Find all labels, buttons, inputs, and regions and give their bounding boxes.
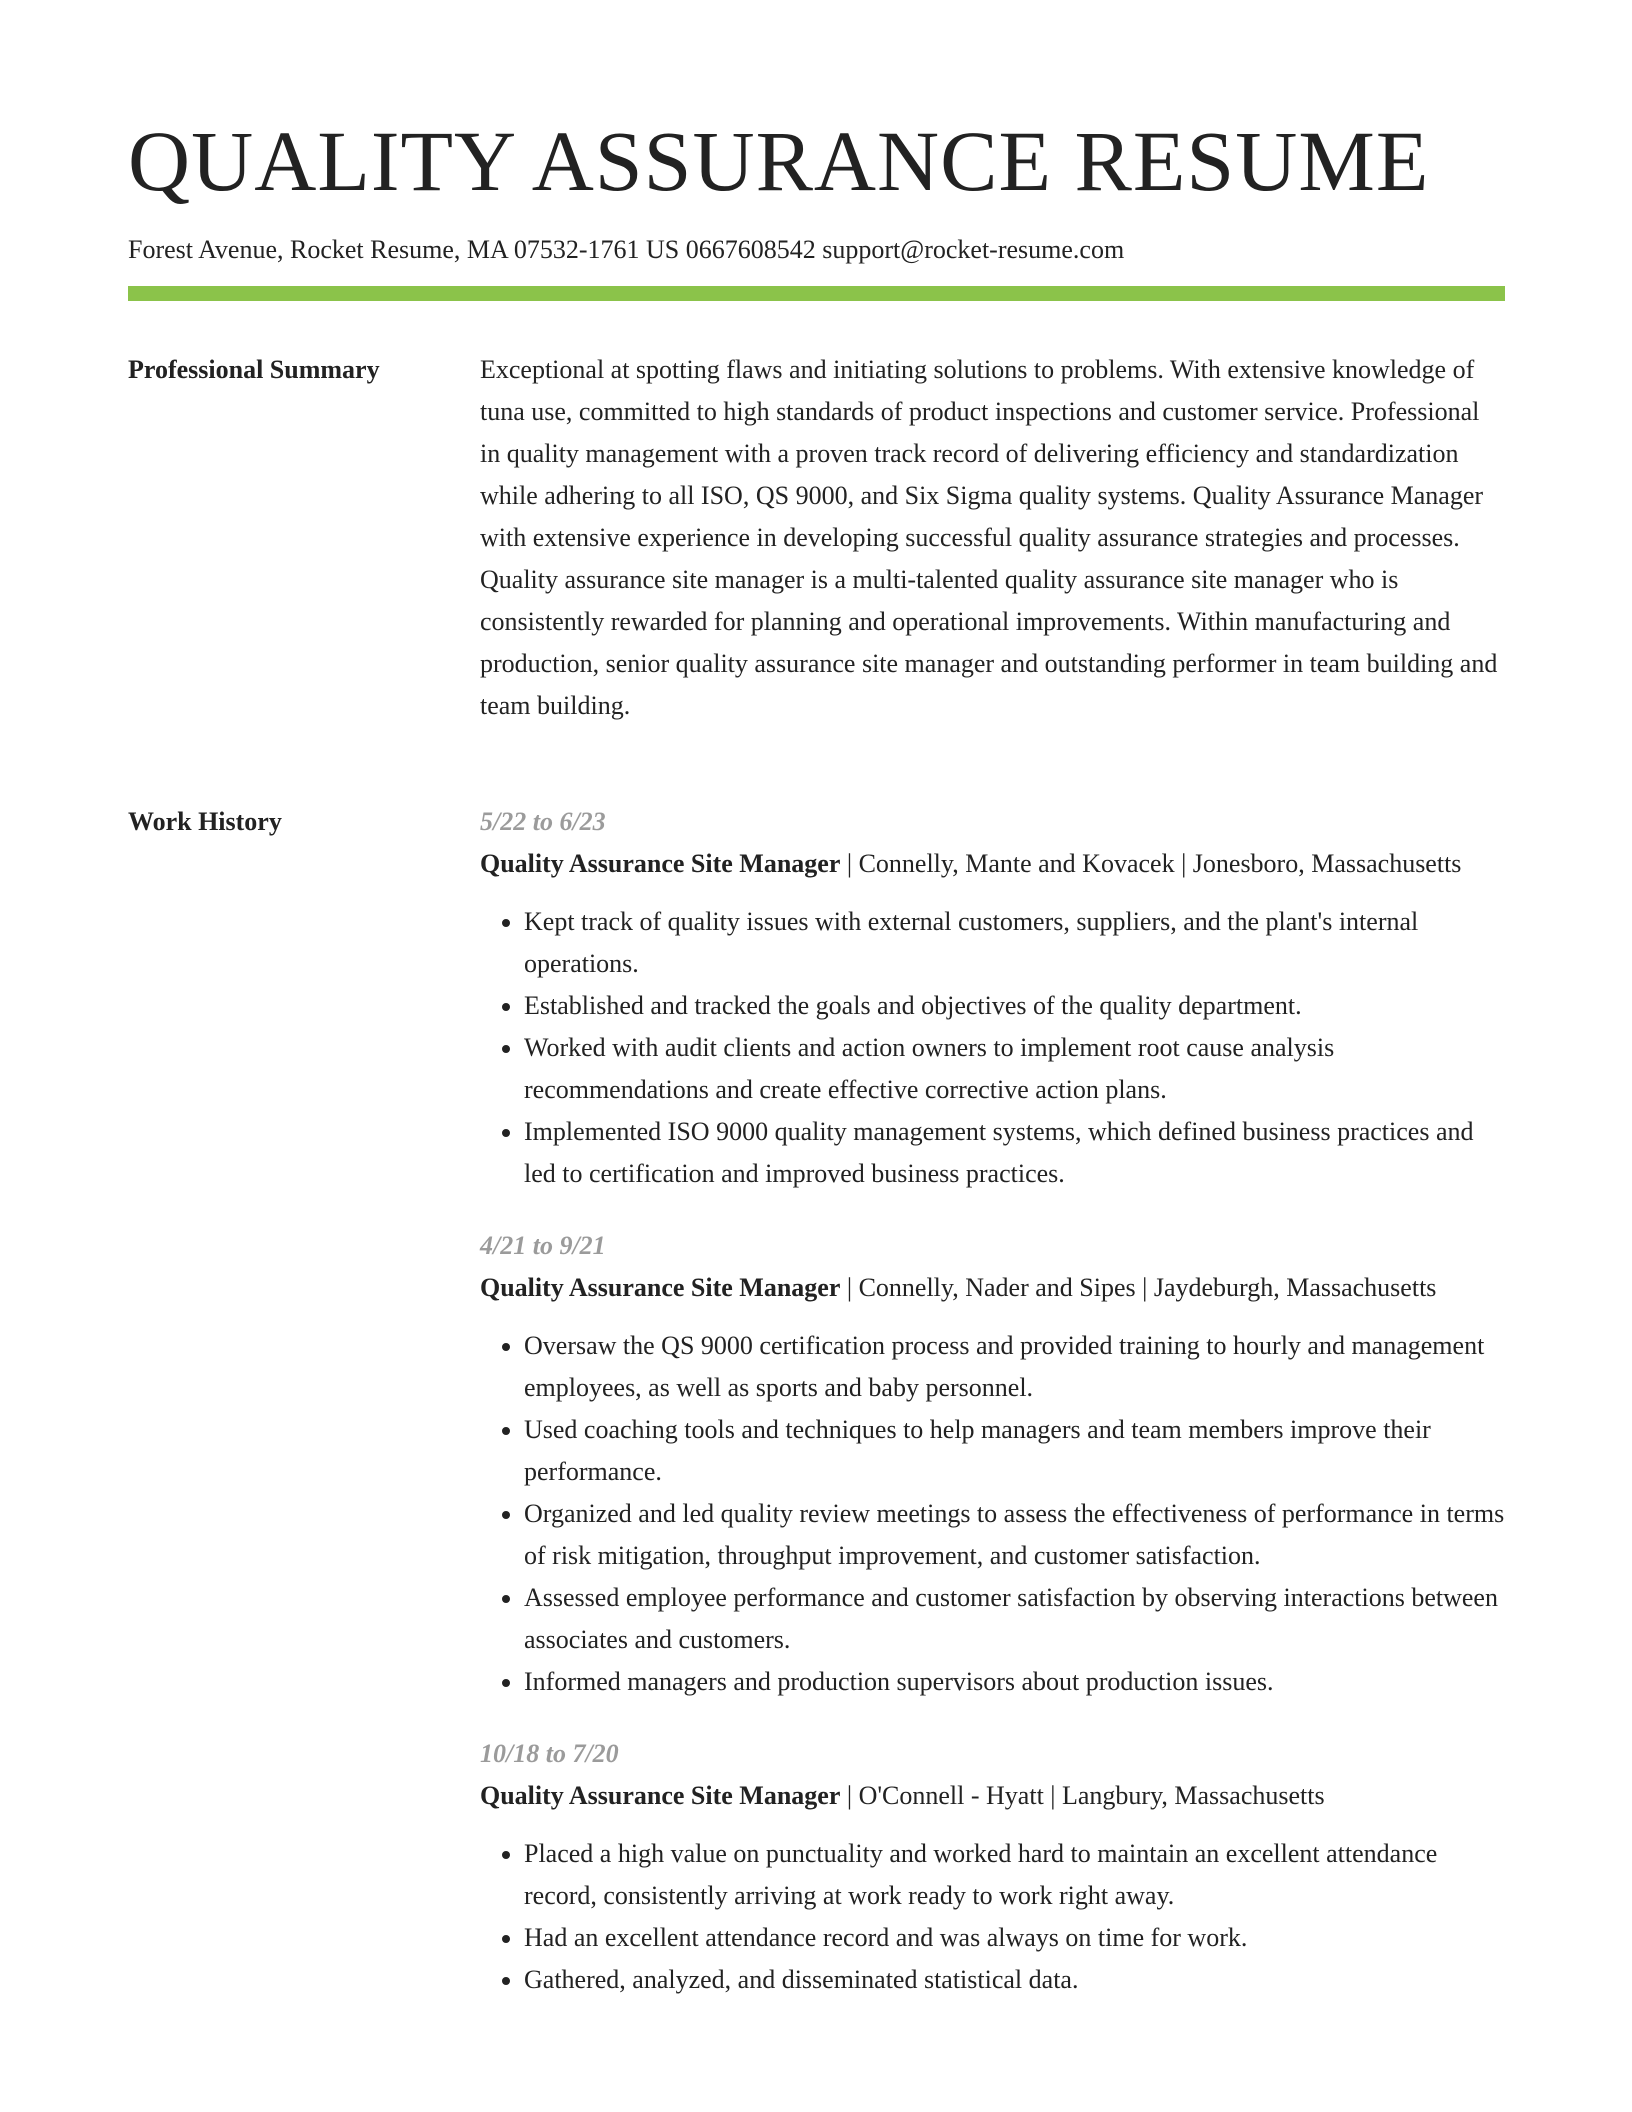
job-entry bbox=[480, 1733, 1505, 2001]
job-title: Quality Assurance Site Manager bbox=[480, 1273, 841, 1302]
summary-body bbox=[480, 349, 1505, 727]
job-bullet: • Informed managers and production supervisors about production issues. bbox=[524, 1661, 1505, 1703]
job-title: Quality Assurance Site Manager bbox=[480, 849, 841, 878]
job-title: Quality Assurance Site Manager bbox=[480, 1781, 841, 1810]
job-bullet-list bbox=[480, 1325, 1505, 1703]
job-bullet: • Oversaw the QS 9000 certification process and provided training to hourly and management employees, as well as sports and baby personnel. bbox=[524, 1325, 1505, 1409]
job-bullet: • Gathered, analyzed, and disseminated statistical data. bbox=[524, 1959, 1505, 2001]
job-bullet: • Organized and led quality review meetings to assess the effectiveness of performance in terms of risk mitigation, throughput improvement, and customer satisfaction. bbox=[524, 1493, 1505, 1577]
resume-title: QUALITY ASSURANCE RESUME bbox=[128, 113, 1430, 209]
job-bullet: • Established and tracked the goals and objectives of the quality department. bbox=[524, 985, 1505, 1027]
job-bullet: • Assessed employee performance and customer satisfaction by observing interactions between associates and customers. bbox=[524, 1577, 1505, 1661]
work-history-body bbox=[480, 801, 1505, 2031]
job-bullet: • Had an excellent attendance record and was always on time for work. bbox=[524, 1917, 1505, 1959]
job-bullet: • Used coaching tools and techniques to help managers and team members improve their performance. bbox=[524, 1409, 1505, 1493]
job-dates: 5/22 to 6/23 bbox=[480, 807, 606, 836]
summary-text: Exceptional at spotting flaws and initiating solutions to problems. With extensive knowledge of tuna use, committed to high standards of product inspections and customer service. Professional in quality management with a proven track record of delivering efficiency and standardization while adhering to all ISO, QS 9000, and Six Sigma quality systems. Quality Assurance Manager with extensive experience in developing successful quality assurance strategies and processes. Quality assurance site manager is a multi-talented quality assurance site manager who is consistently rewarded for planning and operational improvements. Within manufacturing and production, senior quality assurance site manager and outstanding performer in team building and team building. bbox=[480, 355, 1498, 720]
contact-line: Forest Avenue, Rocket Resume, MA 07532-1761 US 0667608542 support@rocket-resume.com bbox=[128, 235, 1125, 264]
job-employer-location: | Connelly, Nader and Sipes | Jaydeburgh, Massachusetts bbox=[840, 1273, 1437, 1302]
job-header bbox=[480, 1775, 1505, 1817]
job-bullet: • Kept track of quality issues with external customers, suppliers, and the plant's internal operations. bbox=[524, 901, 1505, 985]
job-bullet: • Placed a high value on punctuality and worked hard to maintain an excellent attendance record, consistently arriving at work ready to work right away. bbox=[524, 1833, 1505, 1917]
job-employer-location: | Connelly, Mante and Kovacek | Jonesboro, Massachusetts bbox=[840, 849, 1462, 878]
job-header bbox=[480, 843, 1505, 885]
job-entry bbox=[480, 801, 1505, 1195]
job-bullet: • Worked with audit clients and action owners to implement root cause analysis recommendations and create effective corrective action plans. bbox=[524, 1027, 1505, 1111]
job-dates: 10/18 to 7/20 bbox=[480, 1739, 619, 1768]
job-employer-location: | O'Connell - Hyatt | Langbury, Massachusetts bbox=[840, 1781, 1325, 1810]
job-bullet-list bbox=[480, 901, 1505, 1195]
job-entry bbox=[480, 1225, 1505, 1703]
job-dates: 4/21 to 9/21 bbox=[480, 1231, 606, 1260]
job-bullet-list bbox=[480, 1833, 1505, 2001]
section-label-work-history: Work History bbox=[128, 807, 282, 836]
accent-divider bbox=[128, 286, 1505, 301]
job-header bbox=[480, 1267, 1505, 1309]
section-label-summary: Professional Summary bbox=[128, 355, 380, 384]
job-bullet: • Implemented ISO 9000 quality management systems, which defined business practices and led to certification and improved business practices. bbox=[524, 1111, 1505, 1195]
